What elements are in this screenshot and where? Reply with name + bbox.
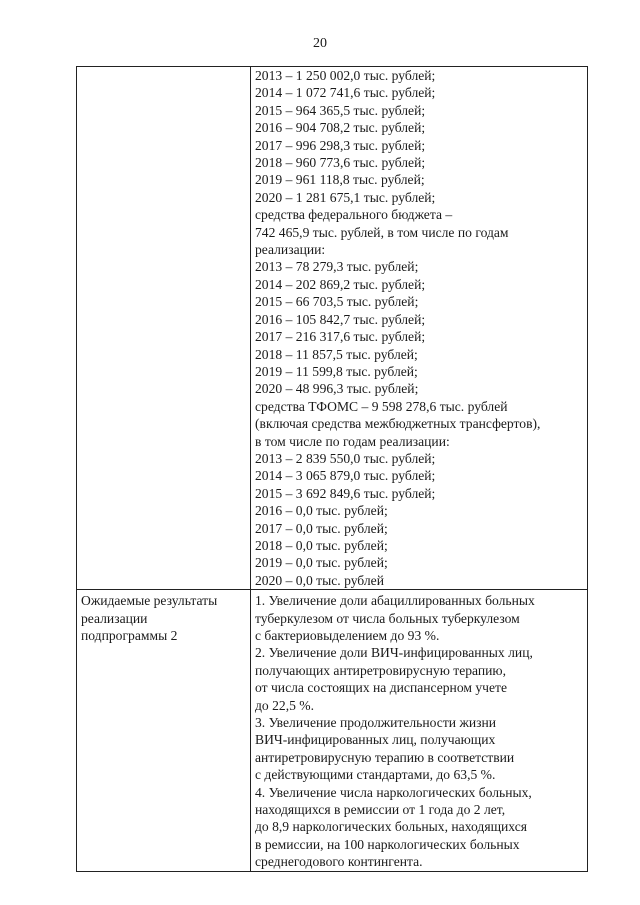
financing-line: 2016 – 0,0 тыс. рублей;	[255, 503, 388, 519]
financing-line: 2015 – 964 365,5 тыс. рублей;	[255, 102, 426, 118]
result-item: 3. Увеличение продолжительности жизни ВИЧ-инфицированных лиц, получающих антиретровирусную терапию в соответствии с действующими стандартами, до 63,5 %.	[255, 715, 515, 783]
table-row-financing	[77, 67, 588, 590]
subprogram-table	[76, 66, 588, 872]
financing-line: 2013 – 2 839 550,0 тыс. рублей;	[255, 450, 436, 466]
page-number: 20	[313, 36, 327, 51]
financing-line: 2018 – 960 773,6 тыс. рублей;	[255, 155, 426, 171]
financing-line: средства ТФОМС – 9 598 278,6 тыс. рублей	[255, 398, 508, 414]
financing-line: (включая средства межбюджетных трансфертов),	[255, 416, 541, 432]
financing-line: 2020 – 0,0 тыс. рублей	[255, 572, 384, 588]
financing-line: 2013 – 1 250 002,0 тыс. рублей;	[255, 68, 436, 83]
result-item: 1. Увеличение доли абациллированных больных туберкулезом от числа больных туберкулезом с бактериовыделением до 93 %.	[255, 593, 535, 643]
financing-line: 2018 – 0,0 тыс. рублей;	[255, 537, 388, 553]
financing-line: 2018 – 11 857,5 тыс. рублей;	[255, 346, 418, 362]
financing-line: 2013 – 78 279,3 тыс. рублей;	[255, 259, 419, 275]
financing-line: 2015 – 3 692 849,6 тыс. рублей;	[255, 485, 436, 501]
financing-line: 2020 – 48 996,3 тыс. рублей;	[255, 381, 419, 397]
results-items-cell	[251, 590, 588, 872]
results-label-cell	[77, 590, 251, 872]
financing-line: реализации:	[255, 242, 326, 258]
financing-line: 2017 – 996 298,3 тыс. рублей;	[255, 137, 426, 153]
financing-line: средства федерального бюджета –	[255, 207, 453, 223]
financing-line: 2020 – 1 281 675,1 тыс. рублей;	[255, 189, 436, 205]
financing-line: в том числе по годам реализации:	[255, 433, 450, 449]
results-label: Ожидаемые результаты реализации подпрограммы 2	[81, 593, 218, 643]
financing-line: 2016 – 904 708,2 тыс. рублей;	[255, 120, 426, 136]
financing-line: 2019 – 961 118,8 тыс. рублей;	[255, 172, 425, 188]
financing-line: 2014 – 202 869,2 тыс. рублей;	[255, 276, 426, 292]
financing-line: 2014 – 3 065 879,0 тыс. рублей;	[255, 468, 436, 484]
financing-line: 2019 – 0,0 тыс. рублей;	[255, 555, 388, 571]
result-item: 2. Увеличение доли ВИЧ-инфицированных лиц, получающих антиретровирусную терапию, от числа состоящих на диспансерном учете до 22,5 %.	[255, 645, 533, 713]
financing-line: 2014 – 1 072 741,6 тыс. рублей;	[255, 85, 436, 101]
financing-label-cell	[77, 67, 251, 590]
financing-line: 2019 – 11 599,8 тыс. рублей;	[255, 363, 418, 379]
financing-values-cell	[251, 67, 588, 590]
financing-line: 2017 – 216 317,6 тыс. рублей;	[255, 329, 426, 345]
financing-line: 742 465,9 тыс. рублей, в том числе по годам	[255, 224, 509, 240]
table-row-results	[77, 590, 588, 872]
financing-line: 2017 – 0,0 тыс. рублей;	[255, 520, 388, 536]
financing-line: 2016 – 105 842,7 тыс. рублей;	[255, 311, 426, 327]
result-item: 4. Увеличение числа наркологических больных, находящихся в ремиссии от 1 года до 2 лет, до 8,9 наркологических больных, находящихся в ремиссии, на 100 наркологических больных среднегодового контингента.	[255, 784, 532, 870]
financing-line: 2015 – 66 703,5 тыс. рублей;	[255, 294, 419, 310]
